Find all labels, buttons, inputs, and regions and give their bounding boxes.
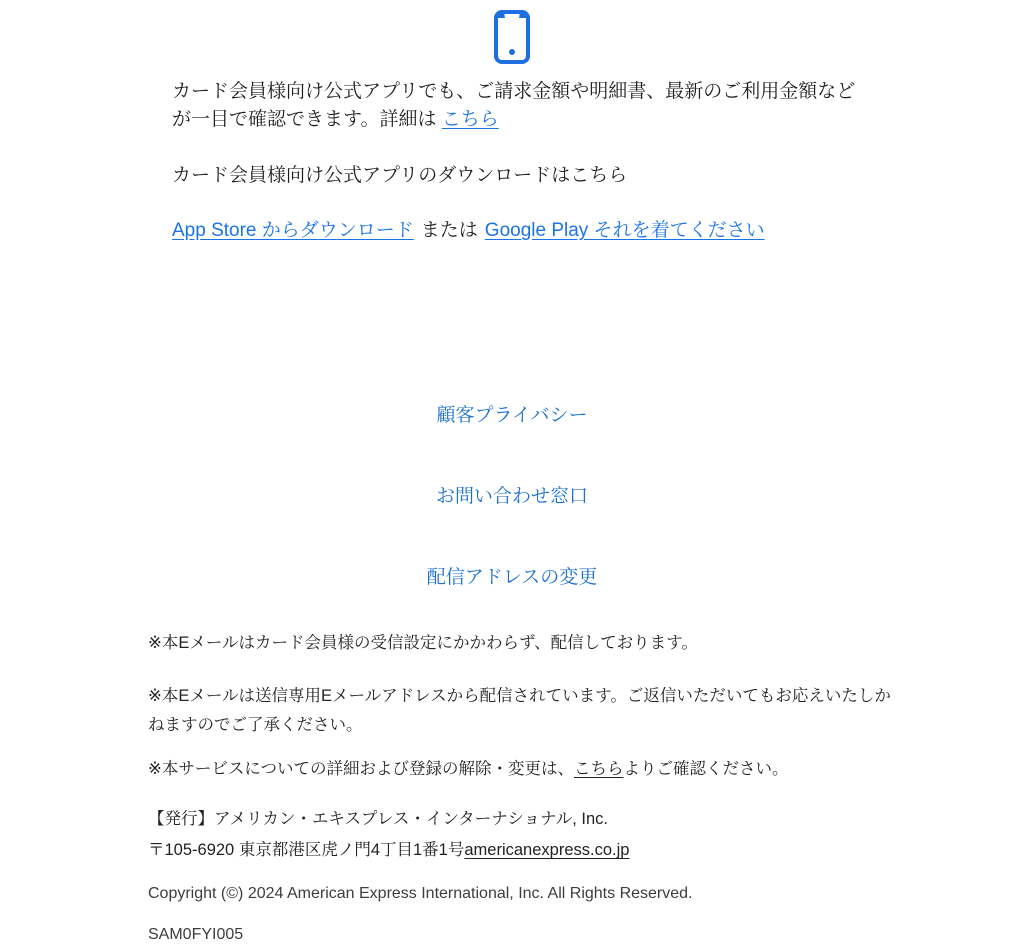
note-no-reply: ※本Eメールは送信専用Eメールアドレスから配信されています。ご返信いただいてもお応えいたしかねますのでご了承ください。 — [148, 687, 891, 734]
publisher-site-link[interactable]: americanexpress.co.jp — [464, 841, 630, 859]
contact-window-link[interactable]: お問い合わせ窓口 — [435, 486, 588, 507]
address-line — [148, 835, 914, 866]
store-links-separator: または — [420, 220, 478, 241]
app-info-section — [172, 78, 894, 245]
note-receive-settings: ※本Eメールはカード会員様の受信設定にかかわらず、配信しております。 — [148, 634, 698, 652]
address-text: 〒105-6920 東京都港区虎ノ門4丁目1番1号 — [148, 841, 465, 859]
change-delivery-address-link[interactable]: 配信アドレスの変更 — [426, 567, 598, 588]
phone-icon-wrap — [0, 10, 1024, 64]
legal-notes-section — [148, 629, 914, 946]
issuer-line: 【発行】アメリカン・エキスプレス・インターナショナル, Inc. — [148, 810, 608, 828]
intro-text: カード会員様向け公式アプリでも、ご請求金額や明細書、最新のご利用金額などが一目で確認できます。詳細は — [172, 81, 856, 130]
copyright-line: Copyright (©) 2024 American Express International, Inc. All Rights Reserved. — [148, 885, 693, 902]
customer-privacy-link[interactable]: 顧客プライバシー — [436, 405, 588, 426]
phone-notch — [505, 14, 520, 19]
details-link[interactable]: こちら — [441, 109, 499, 130]
footer-link-row — [0, 484, 1024, 511]
unsubscribe-link[interactable]: こちら — [574, 760, 624, 778]
note-unsubscribe — [148, 755, 914, 784]
footer-links-section — [0, 403, 1024, 592]
publisher-block — [148, 804, 914, 866]
smartphone-icon — [494, 10, 530, 64]
note-unsubscribe-prefix: ※本サービスについての詳細および登録の解除・変更は、 — [148, 760, 574, 778]
mail-code: SAM0FYI005 — [148, 926, 244, 943]
intro-paragraph — [172, 78, 867, 134]
phone-home-dot — [509, 49, 515, 55]
footer-link-row — [0, 565, 1024, 592]
download-heading: カード会員様向け公式アプリのダウンロードはこちら — [172, 165, 628, 186]
footer-link-row — [0, 403, 1024, 430]
store-links-row — [172, 217, 894, 245]
google-play-link[interactable]: Google Play それを着てください — [484, 220, 765, 241]
app-store-link[interactable]: App Store からダウンロード — [172, 220, 414, 241]
note-unsubscribe-suffix: よりご確認ください。 — [623, 760, 789, 778]
